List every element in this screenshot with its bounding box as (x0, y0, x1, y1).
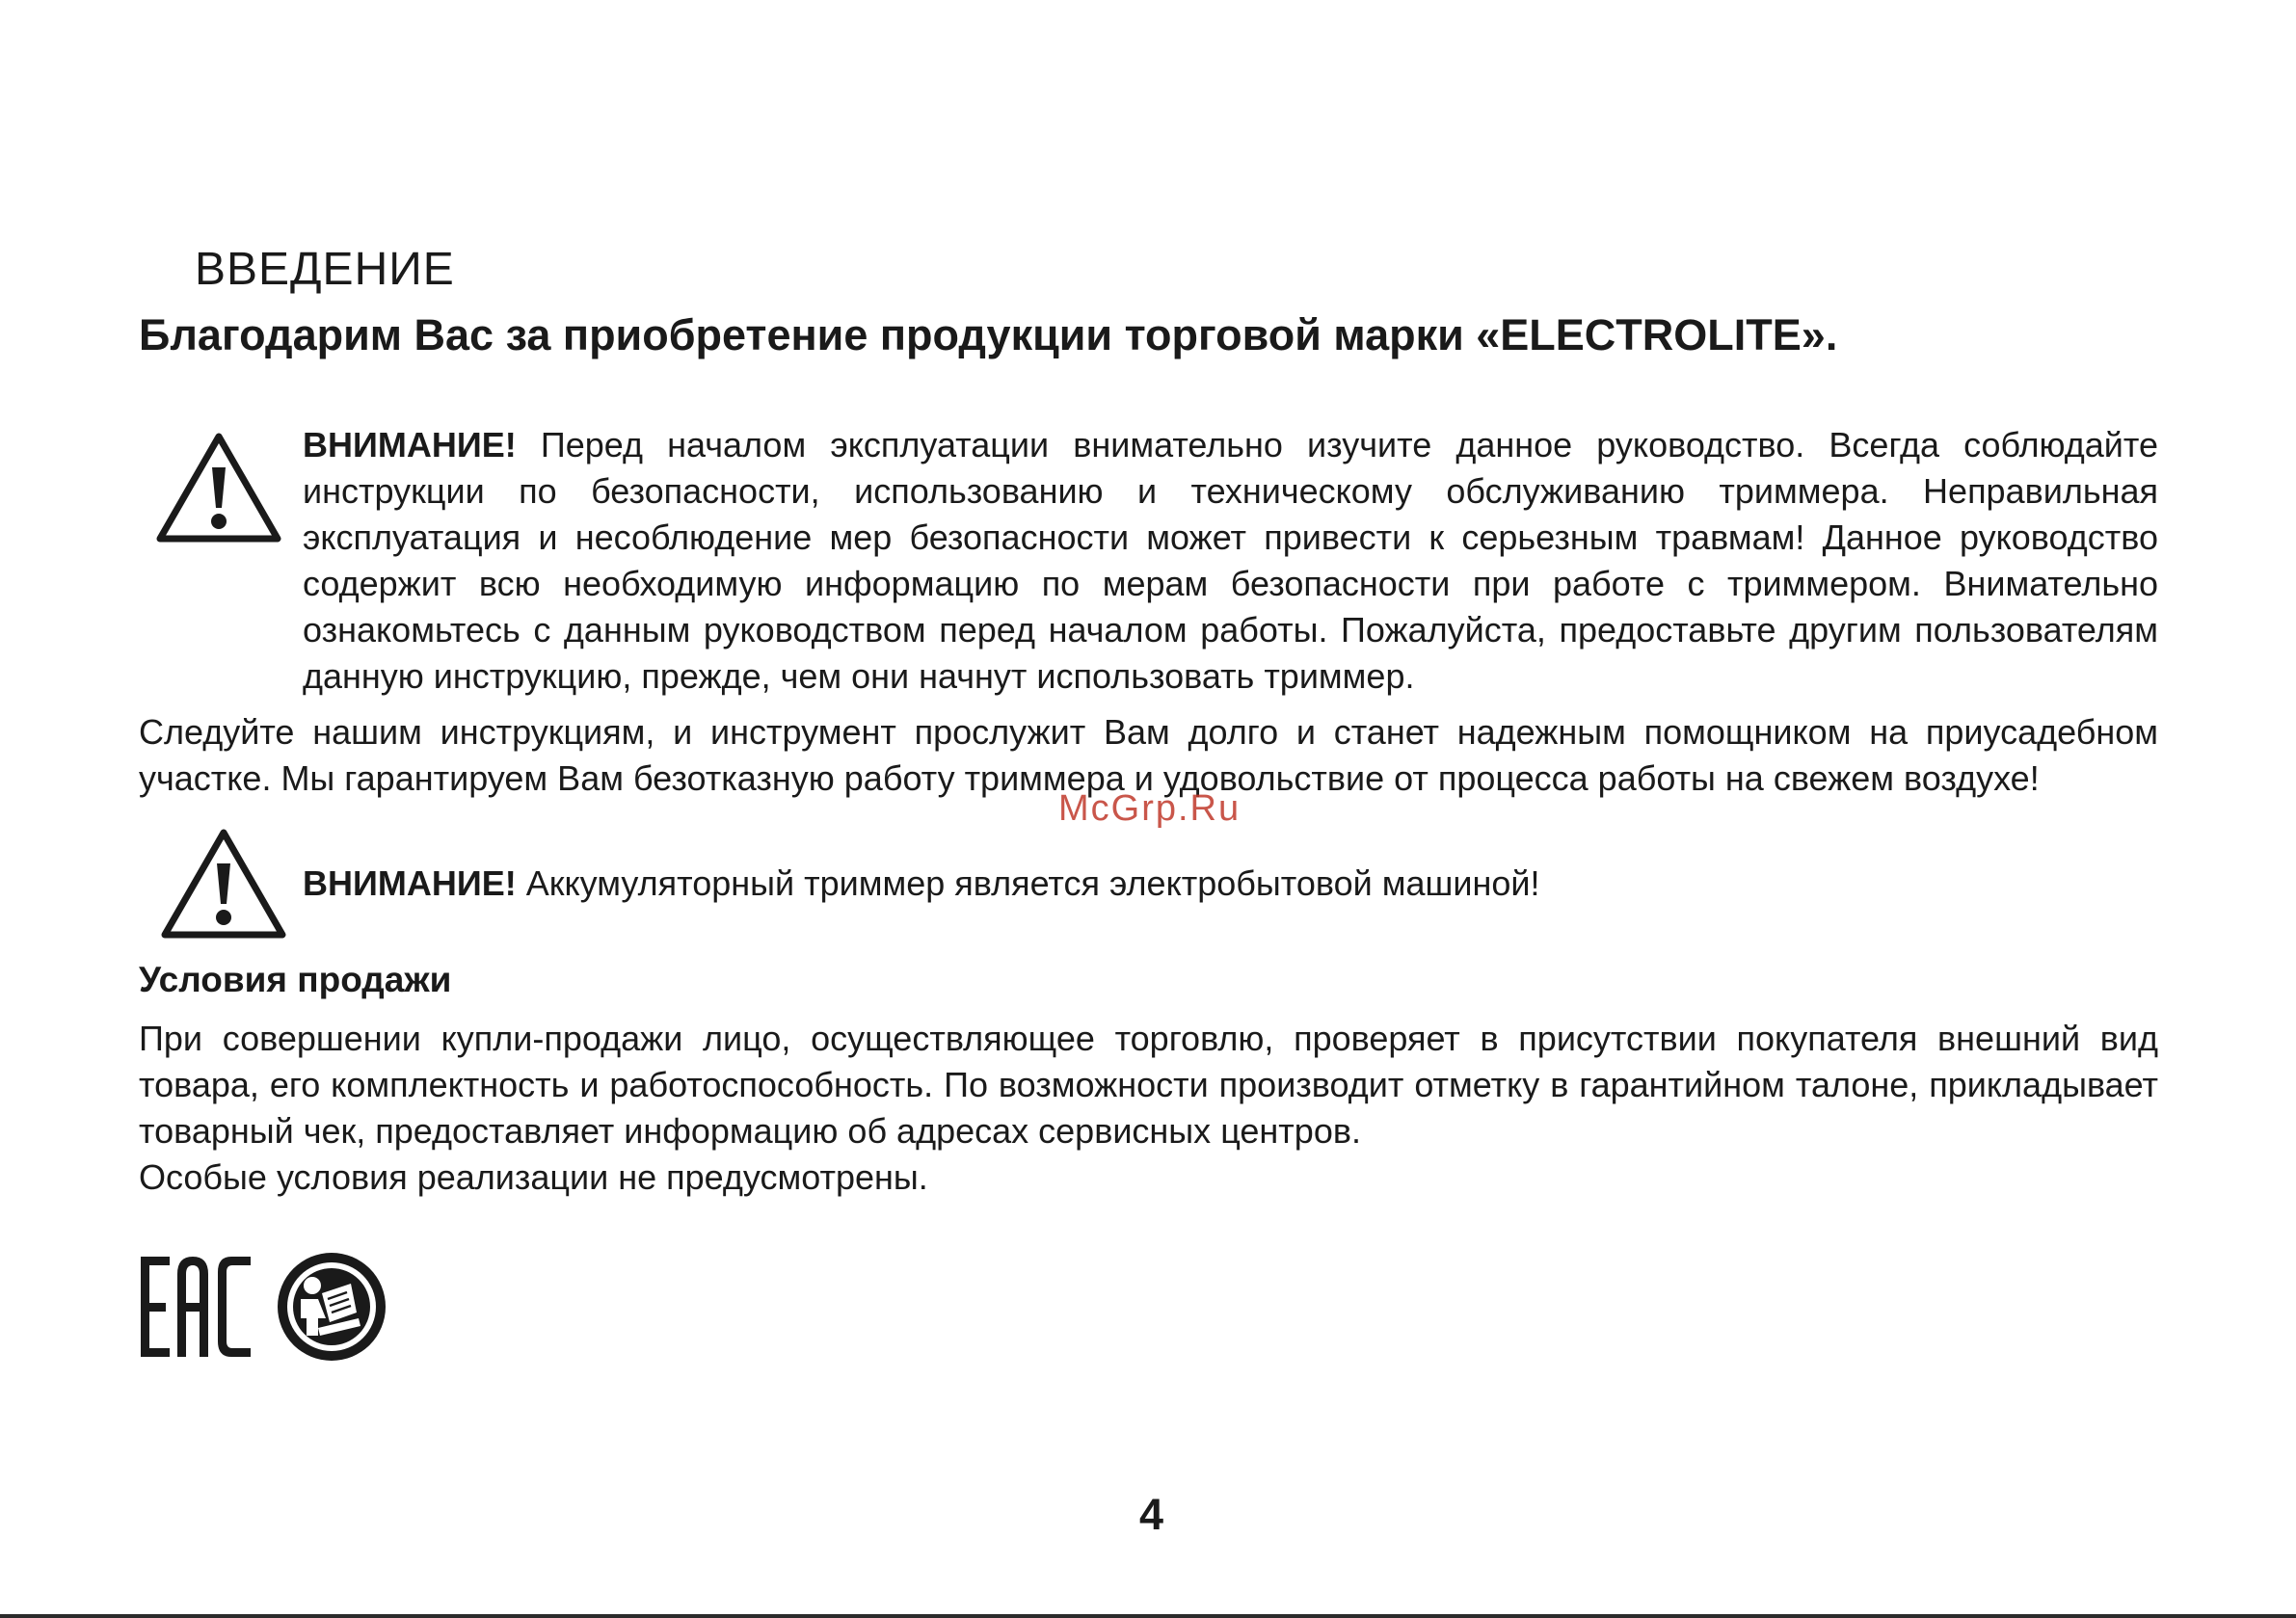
eac-mark-icon (139, 1255, 254, 1361)
warning-label: ВНИМАНИЕ! (303, 425, 517, 464)
warning-paragraph-2 (303, 861, 2158, 907)
warning-label-2: ВНИМАНИЕ! (303, 863, 517, 903)
sale-conditions-note: Особые условия реализации не предусмотрены. (139, 1157, 928, 1197)
warning-paragraph (303, 422, 2158, 700)
section-title: ВВЕДЕНИЕ (195, 244, 455, 295)
follow-instructions-paragraph: Следуйте нашим инструкциям, и инструмент прослужит Вам долго и станет надежным помощником на приусадебном участке. Мы гарантируем Вам безотказную работу триммера и удовольствие от процесса работы на свежем воздухе! (139, 712, 2158, 798)
warning-text-2: Аккумуляторный триммер является электробытовой машиной! (516, 863, 1540, 903)
warning-triangle-icon (159, 827, 288, 941)
warning-triangle-icon (154, 431, 283, 544)
bottom-divider (0, 1614, 2296, 1618)
warning-text: Перед началом эксплуатации внимательно изучите данное руководство. Всегда соблюдайте инструкции по безопасности, использованию и техническому обслуживанию триммера. Неправильная эксплуатация и несоблюдение мер безопасности может привести к серьезным травмам! Данное руководство содержит всю необходимую информацию по мерам безопасности при работе с триммером. Внимательно ознакомьтесь с данным руководством перед началом работы. Пожалуйста, предоставьте другим пользователям данную инструкцию, прежде, чем они начнут использовать триммер. (303, 425, 2158, 696)
read-manual-icon (276, 1251, 387, 1363)
thanks-heading: Благодарим Вас за приобретение продукции торговой марки «ELECTROLITE». (139, 310, 1838, 359)
sale-conditions-heading: Условия продажи (139, 960, 452, 999)
sale-conditions-paragraph: При совершении купли-продажи лицо, осуществляющее торговлю, проверяет в присутствии покупателя внешний вид товара, его комплектность и работоспособность. По возможности производит отметку в гарантийном талоне, прикладывает товарный чек, предоставляет информацию об адресах сервисных центров. (139, 1019, 2158, 1151)
watermark: McGrp.Ru (1058, 788, 1241, 829)
page-number: 4 (1139, 1490, 1164, 1539)
